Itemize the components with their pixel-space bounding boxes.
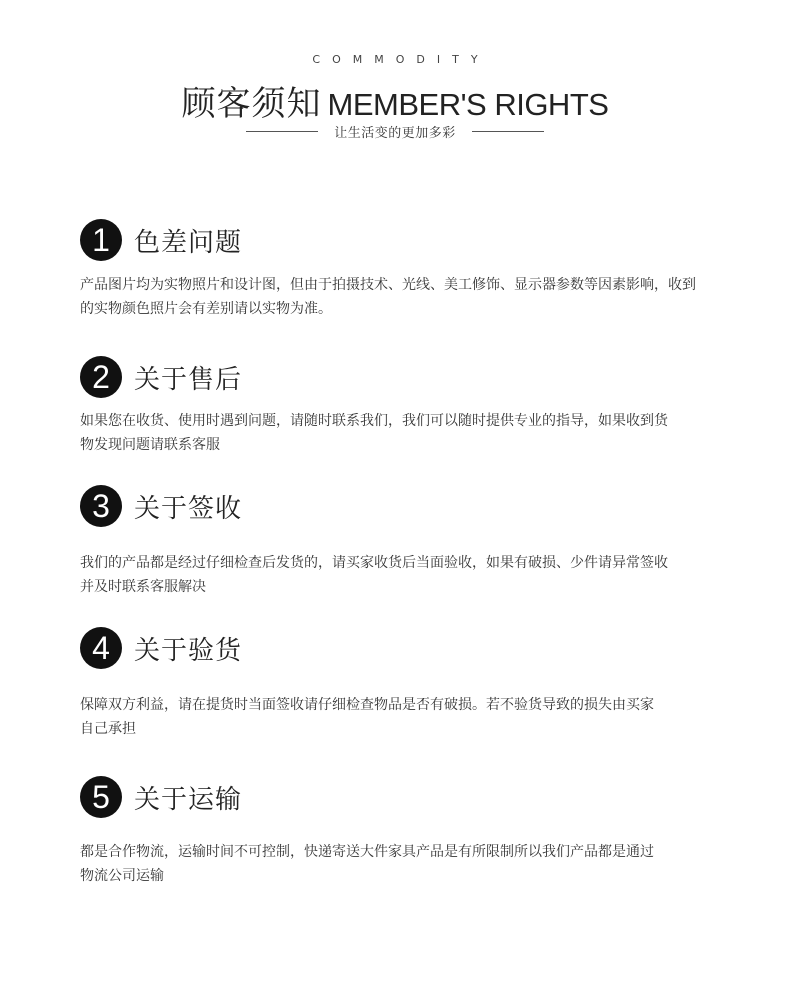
page-title-cn: 顾客须知 xyxy=(181,84,322,124)
section-body-line: 如果您在收货、使用时遇到问题，请随时联系我们，我们可以随时提供专业的指导，如果收到货 xyxy=(80,413,668,429)
section-after-sales xyxy=(80,356,760,457)
section-body-line: 的实物颜色照片会有差别请以实物为准。 xyxy=(80,301,332,317)
tagline-left-rule xyxy=(246,131,318,132)
section-body xyxy=(80,273,750,321)
section-body xyxy=(80,840,750,888)
section-title: 关于验货 xyxy=(134,635,243,666)
tagline-right-rule xyxy=(472,131,544,132)
section-color-difference xyxy=(80,219,760,321)
kicker-text: COMMODITY xyxy=(312,53,490,66)
number-badge-icon: 4 xyxy=(80,627,122,669)
section-title: 关于运输 xyxy=(134,784,243,815)
section-header xyxy=(80,485,760,527)
number-badge-icon: 1 xyxy=(80,219,122,261)
section-receipt xyxy=(80,485,760,599)
section-body-line: 保障双方利益，请在提货时当面签收请仔细检查物品是否有破损。若不验货导致的损失由买家 xyxy=(80,697,654,713)
section-title: 色差问题 xyxy=(134,227,243,258)
section-header xyxy=(80,356,760,398)
section-body-line: 物发现问题请联系客服 xyxy=(80,437,220,453)
page-title-en: MEMBER'S RIGHTS xyxy=(327,87,609,122)
section-shipping xyxy=(80,776,760,888)
section-body-line: 我们的产品都是经过仔细检查后发货的，请买家收货后当面验收，如果有破损、少件请异常签收 xyxy=(80,555,668,571)
page-title xyxy=(0,76,790,125)
tagline-text: 让生活变的更加多彩 xyxy=(334,126,456,141)
number-badge-icon: 2 xyxy=(80,356,122,398)
section-body-line: 并及时联系客服解决 xyxy=(80,579,206,595)
section-header xyxy=(80,627,760,669)
section-title: 关于签收 xyxy=(134,493,243,524)
section-header xyxy=(80,776,760,818)
section-body-line: 自己承担 xyxy=(80,721,136,737)
number-badge-icon: 3 xyxy=(80,485,122,527)
section-inspection xyxy=(80,627,760,741)
section-body xyxy=(80,409,750,457)
section-header xyxy=(80,219,760,261)
section-body-line: 物流公司运输 xyxy=(80,868,164,884)
section-body xyxy=(80,551,750,599)
section-body xyxy=(80,693,750,741)
section-title: 关于售后 xyxy=(134,364,243,395)
number-badge-icon: 5 xyxy=(80,776,122,818)
section-body-line: 产品图片均为实物照片和设计图，但由于拍摄技术、光线、美工修饰、显示器参数等因素影响，收到 xyxy=(80,277,696,293)
section-body-line: 都是合作物流，运输时间不可控制，快递寄送大件家具产品是有所限制所以我们产品都是通过 xyxy=(80,844,654,860)
tagline xyxy=(0,122,790,141)
